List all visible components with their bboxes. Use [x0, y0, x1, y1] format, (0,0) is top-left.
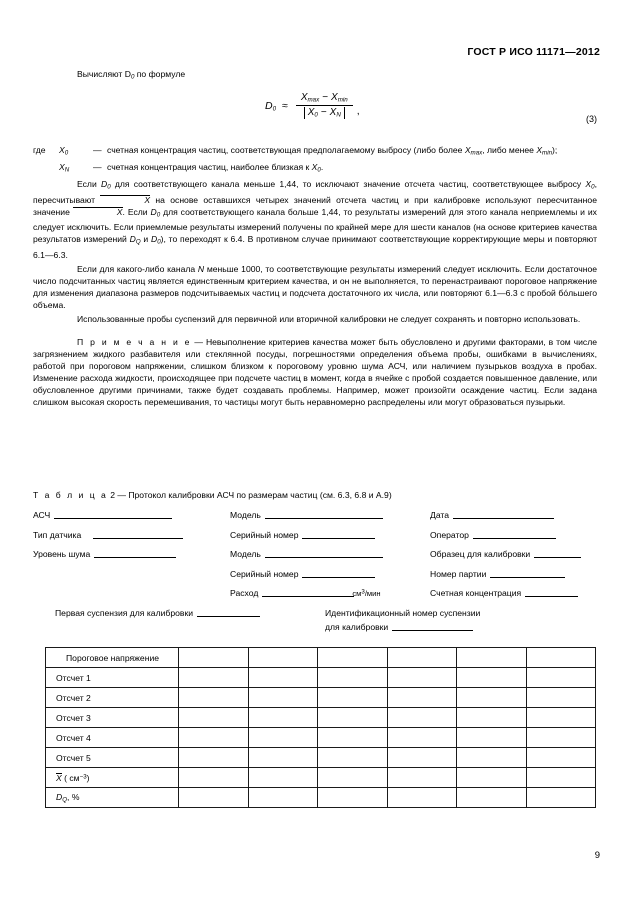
table-cell[interactable] [179, 748, 249, 768]
where-symbol-letter: X [59, 161, 65, 172]
formula-fraction [296, 92, 353, 119]
p1-e: . Если [122, 206, 151, 217]
table-cell[interactable] [457, 748, 527, 768]
where-symbol-sub: N [64, 166, 70, 174]
p1-d: на основе оставшихся четырех значений отсчета частиц и при калибровке используют пересчитанное значение [33, 194, 597, 217]
where-definition [107, 161, 597, 177]
table-cell[interactable] [457, 668, 527, 688]
form-spacer [33, 569, 230, 589]
form-field-suspension-id [325, 608, 480, 632]
calibration-data-table [45, 647, 596, 808]
form-row [33, 569, 597, 589]
form-label: Модель [230, 549, 261, 559]
table-row [46, 648, 596, 668]
table-cell[interactable] [387, 648, 457, 668]
form-unit-rest: /мин [364, 589, 381, 598]
form-field-model-1 [230, 510, 430, 530]
form-input-sensor-type[interactable] [93, 530, 183, 539]
form-field-sensor-type [33, 530, 230, 550]
note-text: Невыполнение критериев качества может быть обусловлено и другими факторами, в том числе загрязнением жидкого разбавителя или стеклянной посуды, погрешностями определения объема пробы, ошибками в вычислениях, работой при пороговом напряжении, слишком близком к пороговому уровню шума АСЧ, или наличием пузырьков воздуха в пробах. Изменение расхода жидкости, происходящее при подсчете частиц в момент, когда в ячейке с пробой создается повышенное давление, или обусловленное другими причинами, также будет создавать проблемы. Например, может произойти осаждение частиц. Если задана слишком высокая скорость перемешивания, то частицы могут быть неравномерно распределены или могут образоваться пузырьки. [33, 336, 597, 407]
table-cell[interactable] [387, 708, 457, 728]
p1-sym1-sub: 0 [107, 183, 111, 191]
table-caption-text: Протокол калибровки АСЧ по размерам частиц (см. 6.3, 6.8 и А.9) [128, 490, 392, 500]
table-row-label-dq: D [56, 791, 63, 802]
where-symbol [59, 161, 93, 177]
table-row [46, 748, 596, 768]
formula-num-left: X [300, 92, 308, 104]
where-block [33, 144, 597, 176]
table-cell[interactable] [248, 708, 318, 728]
table-body [46, 648, 596, 808]
form-label: Модель [230, 510, 261, 520]
table-row-label-dq-unit: , % [67, 791, 80, 802]
paragraph-channel-n [33, 263, 597, 311]
form-label: Серийный номер [230, 529, 299, 540]
p2-b: меньше 1000, то соответствующие результаты измерений следует исключить. Если достаточное число подсчитанных частиц является единственным критерием качества, и он не выполняется, то перенастраивают пороговое напряжение для изменения диапазона размеров подсчитываемых частиц и подсчета достаточного их числа, или повторяют 6.1—6.3 с пробой бо́льшего объема. [33, 263, 598, 310]
formula-denominator [299, 106, 350, 120]
form-field-date [430, 510, 597, 530]
p2-sym1: N [197, 263, 205, 274]
form-field-operator [430, 530, 597, 550]
form-input-calibration-sample[interactable] [534, 549, 581, 558]
form-row [33, 510, 597, 530]
table-row-label-unit-tail: ) [86, 772, 90, 783]
where-dash: — [93, 145, 102, 156]
where-def-sym1-sub: 0 [317, 166, 321, 174]
where-symbol-letter: X [59, 145, 65, 156]
table-row [46, 728, 596, 748]
formula-approx-sign: ≈ [282, 99, 288, 112]
table-cell[interactable] [248, 728, 318, 748]
table-cell[interactable] [526, 728, 596, 748]
formula-numerator [296, 92, 353, 105]
table-cell[interactable] [457, 788, 527, 808]
table-cell[interactable] [387, 688, 457, 708]
where-dash: — [93, 161, 102, 172]
table-cell[interactable] [318, 708, 388, 728]
table-row-label-unit-base: ( см [61, 772, 80, 783]
table-cell[interactable] [526, 768, 596, 788]
form-row [33, 588, 597, 608]
formula-num-right: X [331, 92, 338, 104]
form-label: Оператор [430, 529, 469, 540]
form-input-count-concentration[interactable] [525, 588, 578, 597]
table-row [46, 668, 596, 688]
form-field-serial-2 [230, 569, 430, 589]
table-cell[interactable] [526, 648, 596, 668]
table-cell[interactable] [179, 648, 249, 668]
lead-in-text [33, 68, 597, 83]
formula-num-minus: − [322, 92, 329, 104]
form-label: Тип датчика [33, 529, 82, 540]
table-row-label-mean-concentration [46, 768, 179, 788]
table-cell[interactable] [457, 648, 527, 668]
table-cell[interactable] [248, 648, 318, 668]
p1-c: , пересчитывают [33, 179, 597, 205]
formula-den-right-sub: N [336, 111, 341, 119]
table-cell[interactable] [248, 768, 318, 788]
lead-in-subscript: 0 [130, 73, 135, 81]
table-cell[interactable] [179, 668, 249, 688]
calibration-form [33, 510, 597, 608]
p1-g: и [140, 234, 151, 245]
table-cell[interactable] [457, 768, 527, 788]
table-row-label-count-1: Отсчет 1 [46, 668, 179, 688]
formula-den-left: X [307, 106, 315, 118]
form-label: Расход [230, 588, 259, 598]
form-unit-exponent: 3 [361, 588, 365, 596]
formula-lhs-sub: 0 [272, 104, 277, 112]
note-label: П р и м е ч а н и е [77, 336, 192, 347]
formula-num-left-sub: max [307, 96, 320, 104]
p1-sym2: X [585, 179, 592, 190]
table-cell[interactable] [387, 668, 457, 688]
p1-sym5: D [150, 234, 158, 245]
where-def-sym1-sub: max [470, 149, 483, 157]
where-row [33, 144, 597, 160]
table-cell[interactable] [248, 788, 318, 808]
table-cell[interactable] [387, 788, 457, 808]
where-symbol [59, 144, 93, 160]
table-cell[interactable] [248, 748, 318, 768]
formula-den-right: X [329, 106, 337, 118]
table-row-label-count-4: Отсчет 4 [46, 728, 179, 748]
table-cell[interactable] [387, 768, 457, 788]
p1-b: для соответствующего канала меньше 1,44, то исключают значение отсчета частиц, соответствующее выбросу [110, 179, 586, 190]
document-body [33, 68, 597, 408]
p1-sym4: D [129, 234, 136, 245]
formula-lhs: D [265, 99, 273, 112]
table-caption [33, 490, 392, 500]
p1-sym1: D [100, 179, 108, 190]
table-cell[interactable] [526, 688, 596, 708]
where-row [33, 161, 597, 177]
table-cell[interactable] [318, 788, 388, 808]
p1-sym4-sub: Q [135, 238, 141, 246]
form-input-flow-rate[interactable] [262, 588, 354, 597]
table-row [46, 768, 596, 788]
where-def-c: ); [552, 145, 558, 156]
form-field-count-concentration [430, 588, 597, 608]
table-row [46, 788, 596, 808]
table-cell[interactable] [387, 748, 457, 768]
page-number: 9 [594, 850, 600, 861]
where-def-a: счетная концентрация частиц, соответствующая предполагаемому выбросу (либо более [107, 145, 465, 156]
form-field-noise-level [33, 549, 230, 569]
formula-row [33, 92, 597, 138]
form-label: Дата [430, 510, 450, 520]
table-cell[interactable] [526, 748, 596, 768]
formula-num-right-sub: min [337, 96, 348, 104]
lead-in-prefix: Вычисляют D [77, 69, 131, 79]
form-input-first-suspension[interactable] [197, 608, 260, 617]
table-row-label-text: Пороговое напряжение [66, 652, 160, 663]
table-row-label-count-2: Отсчет 2 [46, 688, 179, 708]
where-def-sym2-sub: min [542, 149, 553, 157]
form-input-batch-number[interactable] [490, 569, 565, 578]
lead-in-suffix: по формуле [134, 69, 186, 79]
form-label: Серийный номер [230, 568, 299, 579]
table-cell[interactable] [248, 688, 318, 708]
form-input-noise-level[interactable] [94, 549, 176, 558]
note-block [33, 336, 597, 408]
table-cell[interactable] [318, 688, 388, 708]
table-caption-label: Т а б л и ц а [33, 490, 108, 500]
where-def-sym1: X [311, 161, 318, 172]
formula-abs-bars [304, 107, 345, 120]
p1-f: для соответствующего канала больше 1,44, то результаты измерений для этого канала неприемлемы и их следует исключить. Если приемлемые результаты измерений получены по крайней мере для шести каналов (на основе критериев качества результатов измерений [33, 206, 597, 245]
form-row [33, 549, 597, 569]
table-cell[interactable] [179, 728, 249, 748]
form-spacer [33, 588, 230, 608]
table-row-label-count-5: Отсчет 5 [46, 748, 179, 768]
formula-3 [265, 92, 360, 119]
form-input-operator[interactable] [473, 530, 556, 539]
p2-a: Если для какого-либо канала [77, 263, 198, 274]
p1-xbar-2: X [73, 207, 123, 217]
formula-den-left-sub: 0 [314, 111, 318, 119]
form-input-model-2[interactable] [265, 549, 383, 558]
where-keyword: где [33, 145, 46, 156]
where-def-c: . [320, 161, 324, 172]
standard-header: ГОСТ Р ИСО 11171—2012 [467, 46, 600, 58]
table-cell[interactable] [526, 788, 596, 808]
table-row-label-unit-exponent: −3 [79, 772, 87, 780]
table-cell[interactable] [318, 728, 388, 748]
table-cell[interactable] [179, 788, 249, 808]
table-cell[interactable] [457, 688, 527, 708]
table-row-label-xbar: X [56, 772, 62, 783]
table-cell[interactable] [387, 728, 457, 748]
table-row [46, 708, 596, 728]
where-symbol-sub: 0 [64, 149, 69, 157]
table-cell[interactable] [179, 688, 249, 708]
p1-sym2-sub: 0 [591, 183, 595, 191]
table-cell[interactable] [248, 668, 318, 688]
form-input-instrument[interactable] [54, 510, 172, 519]
p1-a: Если [77, 179, 101, 190]
table-caption-number: 2 [110, 490, 115, 500]
table-cell[interactable] [318, 668, 388, 688]
table-cell[interactable] [457, 728, 527, 748]
form-label: Первая суспензия для калибровки [55, 608, 193, 618]
p1-sym3: D [150, 206, 157, 217]
form-label: Номер партии [430, 568, 487, 579]
form-input-model-1[interactable] [265, 510, 383, 519]
table-row-label-dq-sub: Q [62, 796, 68, 804]
table-row-label-threshold-voltage [46, 648, 179, 668]
p1-sym3-sub: 0 [156, 211, 161, 219]
form-label-line2-wrap [325, 622, 480, 632]
table-cell[interactable] [457, 708, 527, 728]
formula-den-minus: − [320, 106, 327, 118]
form-row [33, 530, 597, 550]
paragraph-suspension-reuse: Использованные пробы суспензий для первичной или вторичной калибровки не следует сохранять и повторно использовать. [77, 313, 581, 324]
form-input-suspension-id[interactable] [392, 622, 473, 631]
form-unit-flow-rate [352, 589, 380, 598]
table-cell[interactable] [526, 708, 596, 728]
paragraph-quality-criteria [33, 178, 597, 260]
form-field-batch-number [430, 569, 597, 589]
table-caption-dash: — [117, 490, 126, 500]
p1-sym5-sub: 0 [157, 238, 161, 246]
form-input-serial-2[interactable] [302, 569, 375, 578]
form-label: Счетная концентрация [430, 588, 522, 598]
form-field-model-2 [230, 549, 430, 569]
where-def-sym1: X [464, 145, 471, 156]
form-field-first-suspension [55, 608, 260, 618]
table-cell[interactable] [318, 748, 388, 768]
table-cell[interactable] [179, 708, 249, 728]
formula-number: (3) [586, 114, 597, 125]
form-field-serial-1 [230, 530, 430, 550]
note-dash: — [191, 336, 206, 347]
table-row-label-count-3: Отсчет 3 [46, 708, 179, 728]
where-definition [107, 144, 597, 160]
form-label-line2: для калибровки [325, 622, 389, 632]
table-row [46, 688, 596, 708]
formula-trailing-comma: , [356, 105, 360, 118]
form-label: АСЧ [33, 510, 51, 520]
form-input-date[interactable] [453, 510, 554, 519]
form-label: Уровень шума [33, 549, 91, 559]
table-cell[interactable] [179, 768, 249, 788]
where-def-sym2: X [536, 145, 543, 156]
form-label-line1: Идентификационный номер суспензии [325, 608, 481, 618]
p1-xbar-1: X [100, 195, 150, 205]
p1-h: ), то переходят к 6.4. В противном случае принимают соответствующие корректирующие меры и повторяют 6.1—6.3. [33, 234, 598, 260]
table-cell[interactable] [526, 668, 596, 688]
form-unit-base: см [352, 589, 362, 598]
where-def-b: , либо менее [482, 145, 537, 156]
form-label: Образец для калибровки [430, 549, 531, 559]
form-input-serial-1[interactable] [302, 530, 375, 539]
form-field-flow-rate [230, 588, 430, 608]
table-cell[interactable] [318, 768, 388, 788]
table-row-label-dq-percent [46, 788, 179, 808]
table-cell[interactable] [318, 648, 388, 668]
where-def-a: счетная концентрация частиц, наиболее близкая к [107, 161, 312, 172]
form-field-calibration-sample [430, 549, 597, 569]
form-field-instrument [33, 510, 230, 530]
